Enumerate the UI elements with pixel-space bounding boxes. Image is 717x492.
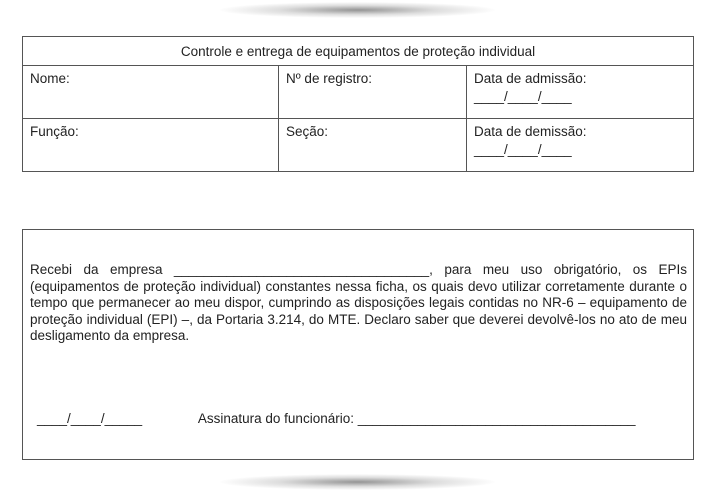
section-field[interactable] <box>279 119 467 172</box>
admission-date-label: Data de admissão: <box>474 71 587 86</box>
declaration-box <box>22 229 694 460</box>
name-label: Nome: <box>30 71 70 86</box>
section-label: Seção: <box>286 124 329 139</box>
bottom-shadow <box>220 474 495 490</box>
function-label: Função: <box>30 124 79 139</box>
declaration-text: Recebi da empresa __________________________________, para meu uso obrigatório, os EPIs (equipamentos de proteção individual) constantes nessa ficha, os quais devo utilizar corretamente durante o tempo que permanecer ao meu dispor, cumprindo as disposições legais contidas no NR-6 – equipamento de proteção individual (EPI) –, da Portaria 3.214, do MTE. Declaro saber que deverei devolvê-los no ato de meu desligamento da empresa. <box>30 262 687 344</box>
admission-date-field[interactable] <box>467 66 694 119</box>
registration-field[interactable] <box>279 66 467 119</box>
form-title: Controle e entrega de equipamentos de proteção individual <box>23 37 694 66</box>
signature-row <box>37 411 636 426</box>
function-field[interactable] <box>23 119 279 172</box>
signature-date-field[interactable]: ____/____/_____ <box>37 411 143 426</box>
epi-control-table <box>22 36 694 172</box>
dismissal-date-blank: ____/____/____ <box>474 142 572 157</box>
signature-field[interactable]: Assinatura do funcionário: _____________________________________ <box>197 411 636 426</box>
top-shadow <box>220 2 495 18</box>
dismissal-date-label: Data de demissão: <box>474 124 587 139</box>
registration-label: Nº de registro: <box>286 71 372 86</box>
admission-date-blank: ____/____/____ <box>474 89 572 104</box>
name-field[interactable] <box>23 66 279 119</box>
dismissal-date-field[interactable] <box>467 119 694 172</box>
